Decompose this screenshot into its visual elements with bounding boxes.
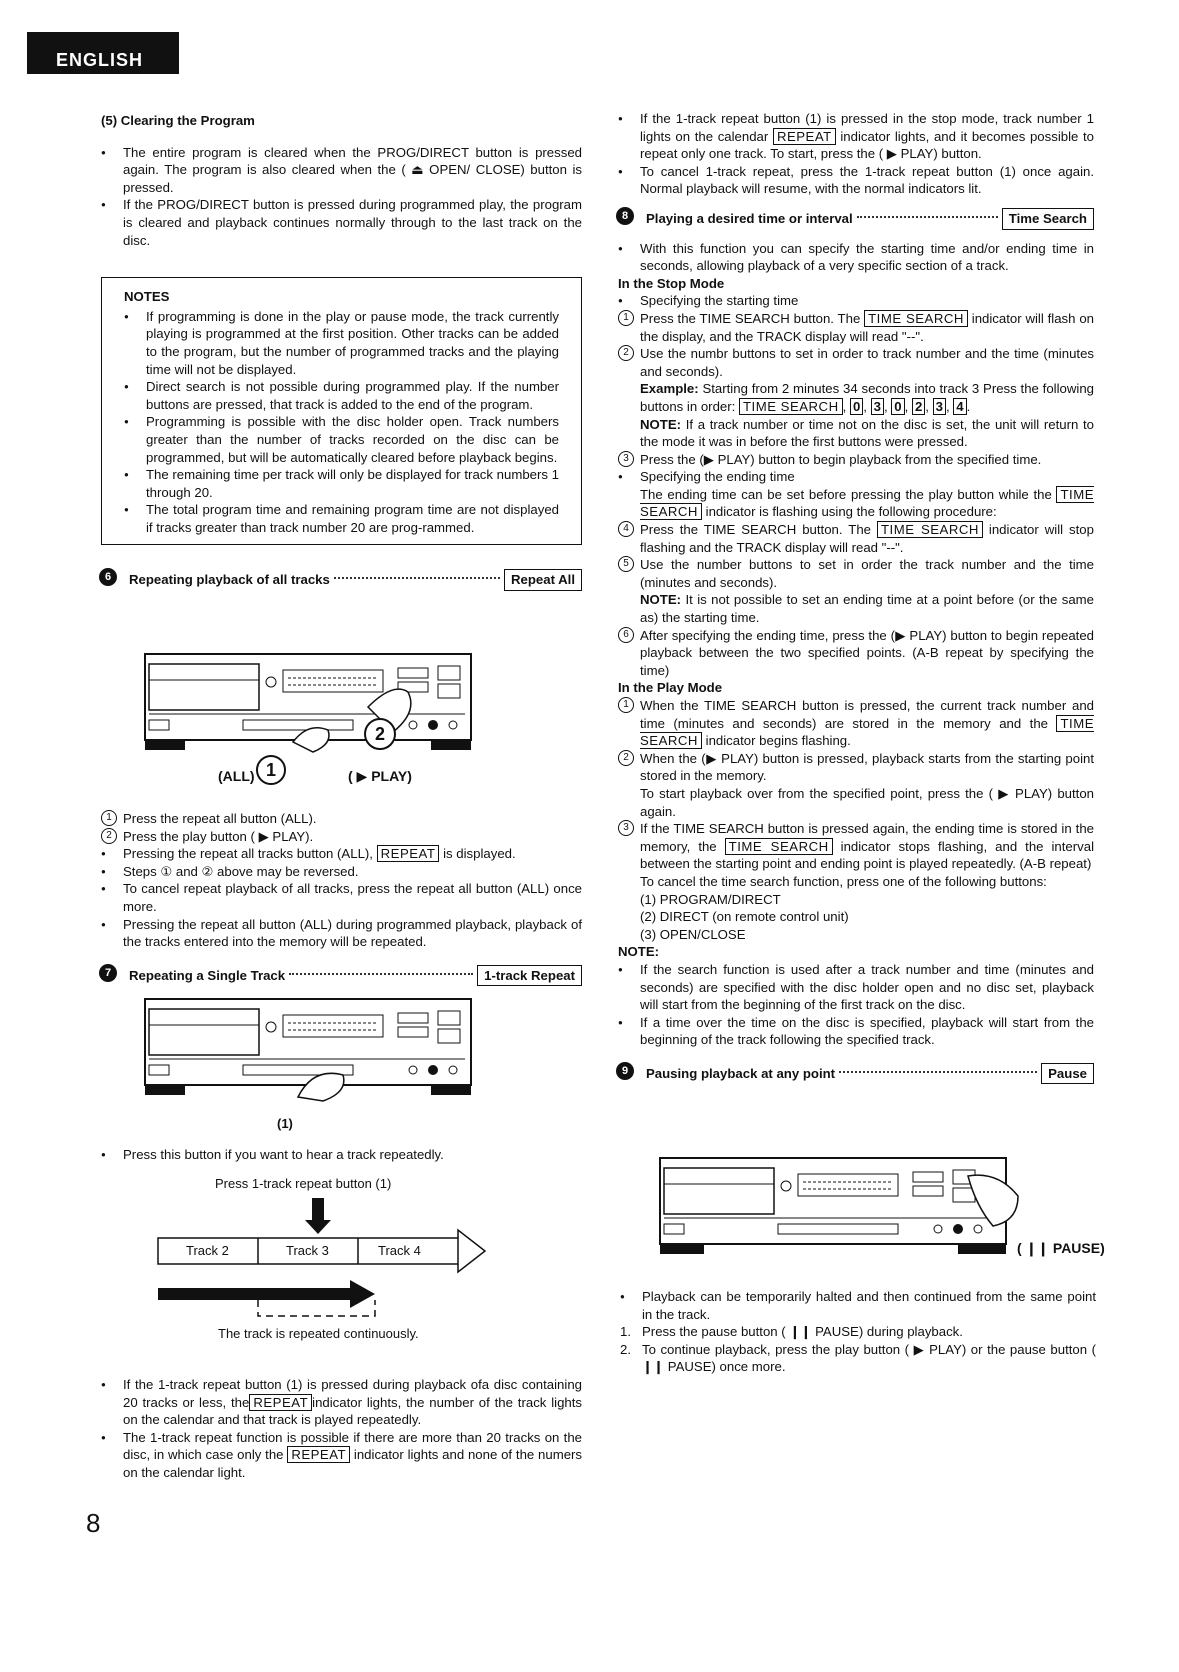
sec6-step-1: Press the repeat all button (ALL). [123,811,317,826]
sec7-body [101,1146,582,1164]
sec7-title: Repeating a Single Track [129,967,286,983]
s1b: indicator will flash on the display, and the TRACK display will read "--". [640,310,1094,344]
example-text: Starting from 2 minutes 34 seconds into track 3 Press the following buttons in order: [640,381,1094,414]
sec6-bullet-2: ● Steps ① and ② above may be reversed. [101,863,582,881]
key-button: 4 [953,398,966,415]
sec9-bullet-1: ● Playback can be temporarily halted and then continued from the same point in the track. [620,1288,1096,1323]
cd-player-illustration [658,1156,1058,1266]
notes-title: NOTES [124,289,170,305]
note-item: ● Programming is possible with the disc holder open. Track numbers greater than the number of tracks recorded on the disc can be programmed, but will be automatically cleared before playback begins. [124,413,559,466]
sec7-bullet-3a: The 1-track repeat function is possible if there are more than 20 tracks on the disc, in which case only the [123,1429,582,1463]
sec7-tag: 1-track Repeat [477,965,582,987]
diagram-caption: The track is repeated continuously. [218,1326,419,1341]
step-number: 2 [618,750,634,766]
p3a: If the TIME SEARCH button is pressed again, the ending time is stored in the memory, the [640,821,1094,854]
leader-dots [857,216,998,218]
key-button: 3 [871,398,884,415]
spec-end: ● Specifying the ending time [618,468,1094,486]
sec6-bullet-4: ● Pressing the repeat all button (ALL) during programmed playback, playback of the tracks entered into the memory will be repeated. [101,916,582,951]
sec9-tag: Pause [1041,1063,1094,1085]
s4a: Press the TIME SEARCH button. The [640,522,871,538]
s3: Press the (▶ PLAY) button to begin playback from the specified time. [640,451,1042,467]
right-column: ● If the 1-track repeat button (1) is pressed in the stop mode, track number 1 lights on the calendar REPEAT indicator lights, and it becomes possible to repeat only one track. To start, press the ( ▶ PLAY) button. ● To cancel 1-track repeat, press the 1-track repeat button (1) once again. Normal playback will resume, with the normal indicators lit. 8 Playing a desired time or interval Time Search ● With this function you can specify the starting time and/or ending time in seconds, allowing playback of a very specific section of a track. In the Stop Mode ● Specifying the starting time 1 Press the TIME SEARCH button. The TIME SEARCH indicator will flash on the display, and the TRACK display will read "--". 2 Use the numbr buttons to set in order to track number and the time (minutes and seconds). Example: Starting from 2 minutes 34 seconds into track 3 Press the following buttons in order: TIME SEARCH , 0 , 3 , 0 , 2 , 3 , 4 . NOTE: If a track number or time not on the disc is set, the unit will return to the mode it was in before the first buttons were pressed. 3 Press the (▶ PLAY) button to begin playback from the specified time. ● Specifying the ending time The ending time can be set before pressing the play button while the TIME SEARCH indicator is flashing using the following procedure: 4 Press the TIME SEARCH button. The TIME SEARCH indicator will stop flashing and the TRACK display will read "--". 5 Use the number buttons to set in order the track number and the time (minutes and seconds). NOTE: It is not possible to set an ending time at a point before (or the same as) the starting time. 6 After specifying the ending time, press the (▶ PLAY) button to begin repeated playback between the two specified points. (A-B repeat by specifying the time) In the Play Mode 1 When the TIME SEARCH button is pressed, the current track number and time (minutes and seconds) are stored in the memory and the TIME SEARCH indicator begins flashing. 2 When the (▶ PLAY) button is pressed, playback starts from the starting point stored in the memory. To start playback over from the specified point, press the ( ▶ PLAY) button again. 3 If the TIME SEARCH button is pressed again, the ending time is stored in the memory, the TIME SEARCH indicator stops flashing, and the interval between the starting point and ending point is played repeatedly. (A-B repeat) To cancel the time search function, press one of the following buttons: (1) PROGRAM/DIRECT (2) DIRECT (on remote control unit) (3) OPEN/CLOSE NOTE: ● If the search function is used after a track number and time (minutes and seconds) are specified with the disc holder open and no disc set, playback will start from the beginning of the first track on the disc. ● If a time over the time on the disc is specified, playback will start from the beginning of the track following the specified track. 9 Pausing playback at any point Pause [618,110,1094,1084]
sec8-title: Playing a desired time or interval [646,210,853,226]
note-item: ● Direct search is not possible during programmed play. If the number buttons are pressed, that track is added to the end of the program. [124,378,559,413]
fig9-pause-label: ( ❙❙ PAUSE) [1017,1240,1105,1256]
key-button: 0 [891,398,904,415]
key-button: 2 [912,398,925,415]
diagram-graphic [150,1176,490,1341]
track-repeat-diagram [150,1176,490,1341]
repeat-indicator: REPEAT [377,845,440,862]
sec7-header [99,965,582,987]
time-search-indicator: TIME SEARCH [725,838,833,855]
p1b: indicator begins flashing. [705,733,851,749]
fig6-all-label: (ALL) [218,768,255,784]
sec8-number-icon: 8 [616,207,634,225]
time-search-indicator: TIME SEARCH [640,715,1094,749]
time-search-indicator: TIME SEARCH [640,486,1094,520]
sec7-r1a: If the 1-track repeat button (1) is pressed in the stop mode, track number 1 lights on the calendar [640,111,1094,144]
diagram-track: Track 4 [378,1243,421,1258]
p1a: When the TIME SEARCH button is pressed, the current track number and time (minutes and seconds) are stored in the memory and the [640,698,1094,731]
notes-box [101,277,582,545]
fig7-label: (1) [277,1116,293,1131]
sec5-bullet-2: ● If the PROG/DIRECT button is pressed during programmed play, the program is cleared and playback continues normally through to the last track on the disc. [101,196,582,249]
repeat-indicator: REPEAT [773,128,836,145]
sec9-step-1: Press the pause button ( ❙❙ PAUSE) during playback. [642,1324,963,1340]
sec7-bullet-2b: indicator lights, the number of the track lights on the calendar and that track is played repeatedly. [123,1394,582,1428]
cd-player-illustration [143,652,473,762]
sec8-header [616,208,1094,230]
note-item: ● The total program time and remaining program time are not displayed if tracks greater than track number 20 are prog-rammed. [124,501,559,536]
step-number: 6 [618,627,634,643]
sec9-title: Pausing playback at any point [646,1065,836,1081]
sec9-number-icon: 9 [616,1062,634,1080]
diagram-press-label: Press 1-track repeat button (1) [215,1176,392,1191]
sec6-bullet-1b: is displayed. [443,846,516,862]
note-bullet-2: ● If a time over the time on the disc is specified, playback will start from the beginning of the track following the specified track. [618,1014,1094,1049]
example-label: Example: [640,381,699,397]
sec8-intro: ● With this function you can specify the starting time and/or ending time in seconds, allowing playback of a very specific section of a track. [618,240,1094,275]
sec7-body-2 [101,1376,582,1482]
sec6-bullet-3: ● To cancel repeat playback of all tracks, press the repeat all button (ALL) once more. [101,880,582,915]
sec9-step-2: To continue playback, press the play button ( ▶ PLAY) or the pause button ( ❙❙ PAUSE) once more. [642,1341,1096,1375]
p2: When the (▶ PLAY) button is pressed, playback starts from the starting point stored in the memory. [640,750,1094,784]
stop-mode-heading: In the Stop Mode [618,275,725,291]
sec6-number-icon: 6 [99,568,117,586]
sec9-header [616,1063,1094,1085]
sec6-title: Repeating playback of all tracks [129,572,330,588]
list-number: 2. [620,1341,631,1357]
step-number: 2 [101,828,117,844]
left-column [101,112,582,591]
fig6-callout-1: 1 [256,755,286,785]
leader-dots [839,1071,1037,1073]
play-mode-heading: In the Play Mode [618,680,723,696]
time-search-indicator: TIME SEARCH [739,398,843,415]
cancel-item: (3) OPEN/CLOSE [640,926,746,942]
step-number: 1 [101,810,117,826]
fig6-callout-2: 2 [364,718,396,750]
list-number: 1. [620,1324,631,1340]
diagram-track: Track 2 [186,1243,229,1258]
note-label: NOTE: [640,416,682,432]
p2b: To start playback over from the specified point, press the ( ▶ PLAY) button again. [640,785,1094,819]
repeat-indicator: REPEAT [249,1394,312,1411]
sec6-step-2: Press the play button ( ▶ PLAY). [123,828,314,844]
note2: It is not possible to set an ending time at a point before (or the same as) the starting time. [640,592,1094,626]
sec5-bullet-1: ● The entire program is cleared when the PROG/DIRECT button is pressed again. The program is also cleared when the ( ⏏ OPEN/ CLOSE) button is pressed. [101,144,582,197]
cd-player-illustration [143,997,473,1102]
step-number: 1 [618,310,634,326]
sec6-header [99,569,582,591]
leader-dots [289,973,473,975]
repeat-indicator: REPEAT [287,1446,350,1463]
sec7-number-icon: 7 [99,964,117,982]
step-number: 1 [618,697,634,713]
sec7-r1b: indicator lights, and it becomes possible to repeat only one track. To start, press the ( ▶ PLAY) button. [640,128,1094,162]
s5: Use the number buttons to set in order the track number and the time (minutes and seconds). [640,557,1094,590]
note-label: NOTE: [640,592,682,608]
s4b: indicator will stop flashing and the TRACK display will read "--". [640,522,1094,555]
step-number: 5 [618,556,634,572]
step-number: 2 [618,345,634,361]
note-item: ● The remaining time per track will only be displayed for track numbers 1 through 20. [124,466,559,501]
leader-dots [334,577,500,579]
s2: Use the numbr buttons to set in order to track number and the time (minutes and seconds). [640,346,1094,379]
p3b: indicator stops flashing, and the interval between the starting point and ending point is played repeatedly. (A-B repeat) [640,838,1095,872]
step-number: 3 [618,451,634,467]
sec5-title: (5) Clearing the Program [101,113,255,128]
key-button: 0 [850,398,863,415]
sec9-body [620,1288,1096,1376]
step-number: 3 [618,820,634,836]
note-item: ● If programming is done in the play or pause mode, the track currently playing is programmed at the first position. Other tracks can be added to the program, but the number of programmed tracks and the playing time will not be displayed. [124,308,559,378]
sec7-r2: ● To cancel 1-track repeat, press the 1-track repeat button (1) once again. Normal playback will resume, with the normal indicators lit. [618,163,1094,198]
end-text-b: indicator is flashing using the following procedure: [705,504,997,520]
note-bullet-1: ● If the search function is used after a track number and time (minutes and seconds) are specified with the disc holder open and no disc set, playback will start from the beginning of the first track on the disc. [618,961,1094,1014]
page-number: 8 [86,1508,101,1538]
s1a: Press the TIME SEARCH button. The [640,310,861,326]
end-text-a: The ending time can be set before pressing the play button while the [640,486,1052,502]
cancel-item: (1) PROGRAM/DIRECT [640,891,781,907]
note1: If a track number or time not on the disc is set, the unit will return to the mode it was in before the first buttons were pressed. [640,416,1095,450]
cancel-item: (2) DIRECT (on remote control unit) [640,909,849,925]
cd-player-figure-1track [143,997,473,1102]
language-label: ENGLISH [56,50,144,70]
sec7-bullet-1: ● Press this button if you want to hear a track repeatedly. [101,1146,582,1164]
key-button: 3 [933,398,946,415]
time-search-indicator: TIME SEARCH [877,521,983,538]
cd-player-figure-repeat-all [143,652,473,762]
sec7-bullet-3b: indicator lights and none of the numers on the calendar light. [123,1447,583,1480]
fig6-play-label: ( ▶ PLAY) [348,768,412,784]
note-heading: NOTE: [618,944,660,960]
cd-player-figure-pause [658,1156,1058,1266]
step-number: 4 [618,521,634,537]
sec7-bullet-2a: If the 1-track repeat button (1) is pressed during playback ofa disc containing 20 tracks or less, the [123,1377,582,1410]
diagram-track: Track 3 [286,1243,329,1258]
sec8-tag: Time Search [1002,208,1094,230]
s6: After specifying the ending time, press the (▶ PLAY) button to begin repeated playback between the two specified points. (A-B repeat by specifying the time) [640,627,1094,678]
spec-start: ● Specifying the starting time [618,292,1094,310]
sec6-bullet-1a: Pressing the repeat all tracks button (ALL), [123,846,373,862]
sec6-tag: Repeat All [504,569,582,591]
time-search-indicator: TIME SEARCH [864,310,968,327]
sec6-body [101,810,582,986]
cancel-text: To cancel the time search function, press one of the following buttons: [640,873,1047,889]
